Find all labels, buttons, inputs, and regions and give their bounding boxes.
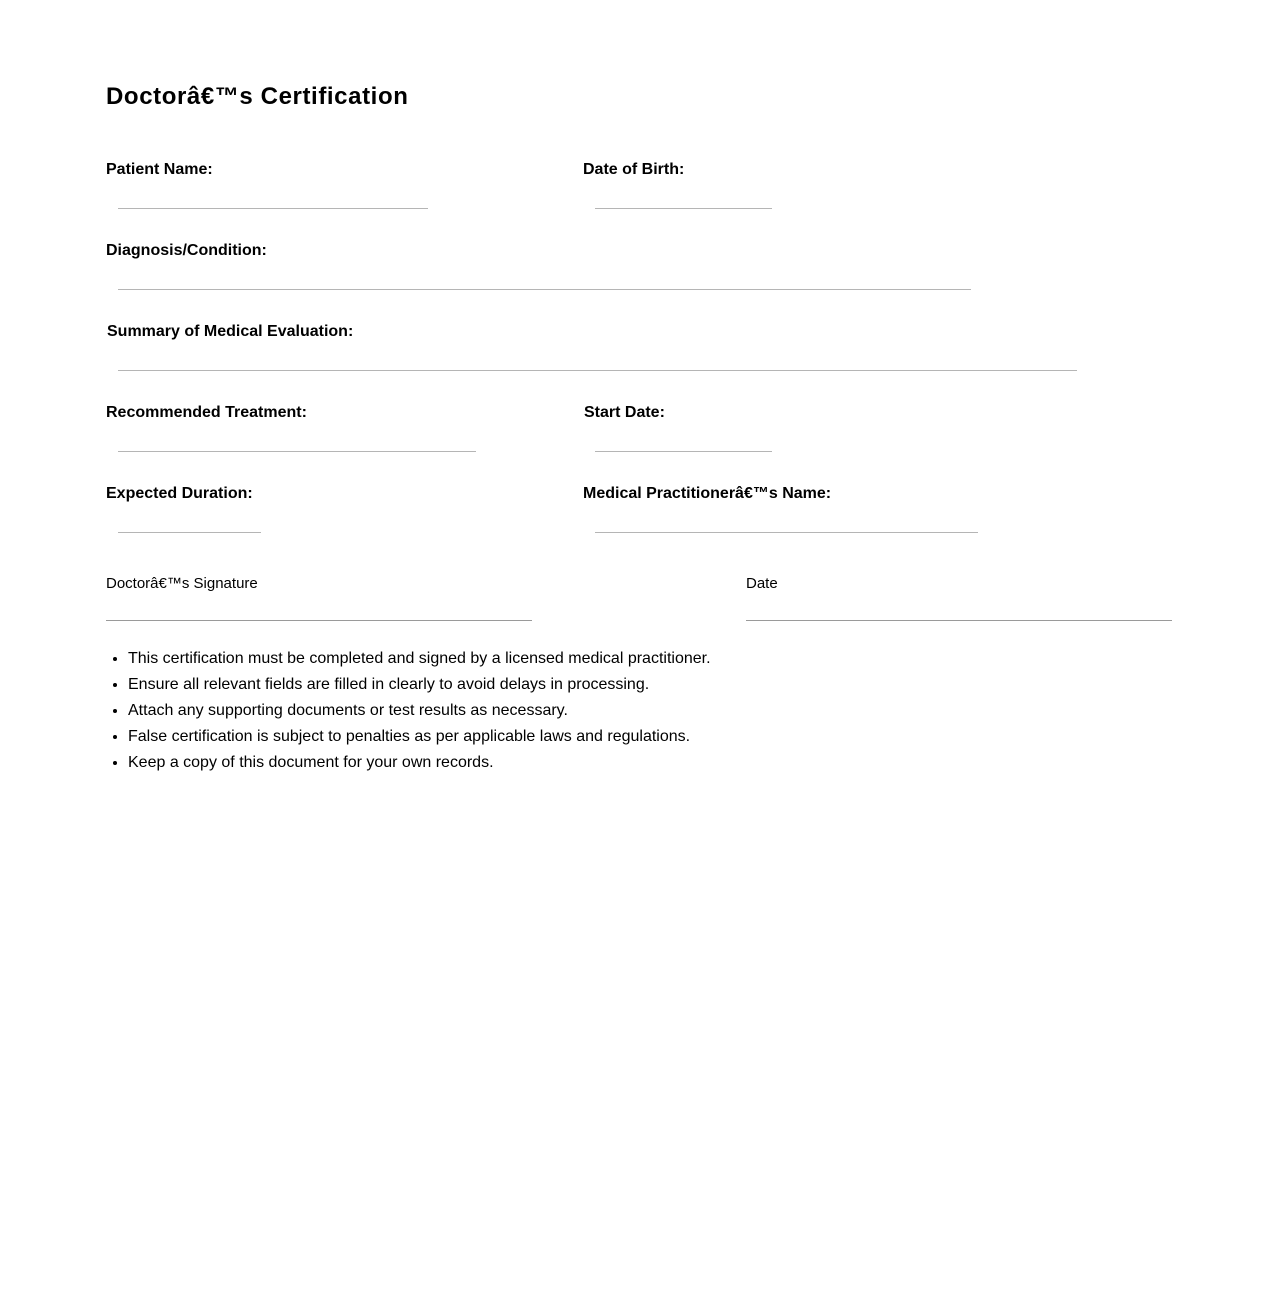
diagnosis-field[interactable] bbox=[118, 289, 971, 290]
list-item: • False certification is subject to penalties as per applicable laws and regulations. bbox=[128, 724, 711, 750]
evaluation-summary-field[interactable] bbox=[118, 370, 1077, 371]
practitioner-name-label: Medical Practitionerâ€™s Name: bbox=[583, 485, 832, 502]
list-item: • Ensure all relevant fields are filled in clearly to avoid delays in processing. bbox=[128, 672, 711, 698]
list-item: • This certification must be completed and signed by a licensed medical practitioner. bbox=[128, 646, 711, 672]
list-item: • Attach any supporting documents or test results as necessary. bbox=[128, 698, 711, 724]
practitioner-name-field[interactable] bbox=[595, 532, 978, 533]
date-of-birth-field[interactable] bbox=[595, 208, 772, 209]
signature-date-label: Date bbox=[746, 575, 778, 592]
expected-duration-label: Expected Duration: bbox=[106, 485, 253, 502]
doctor-signature-label: Doctorâ€™s Signature bbox=[106, 575, 258, 592]
patient-name-field[interactable] bbox=[118, 208, 428, 209]
signature-date-line[interactable] bbox=[746, 620, 1172, 621]
list-item: • Keep a copy of this document for your own records. bbox=[128, 750, 711, 776]
diagnosis-label: Diagnosis/Condition: bbox=[106, 242, 267, 259]
page-title: Doctorâ€™s Certification bbox=[106, 83, 409, 110]
notes-list bbox=[106, 646, 711, 776]
recommended-treatment-label: Recommended Treatment: bbox=[106, 404, 307, 421]
doctor-signature-line[interactable] bbox=[106, 620, 532, 621]
start-date-field[interactable] bbox=[595, 451, 772, 452]
start-date-label: Start Date: bbox=[584, 404, 665, 421]
date-of-birth-label: Date of Birth: bbox=[583, 161, 685, 178]
expected-duration-field[interactable] bbox=[118, 532, 261, 533]
recommended-treatment-field[interactable] bbox=[118, 451, 476, 452]
evaluation-summary-label: Summary of Medical Evaluation: bbox=[107, 323, 354, 340]
patient-name-label: Patient Name: bbox=[106, 161, 213, 178]
